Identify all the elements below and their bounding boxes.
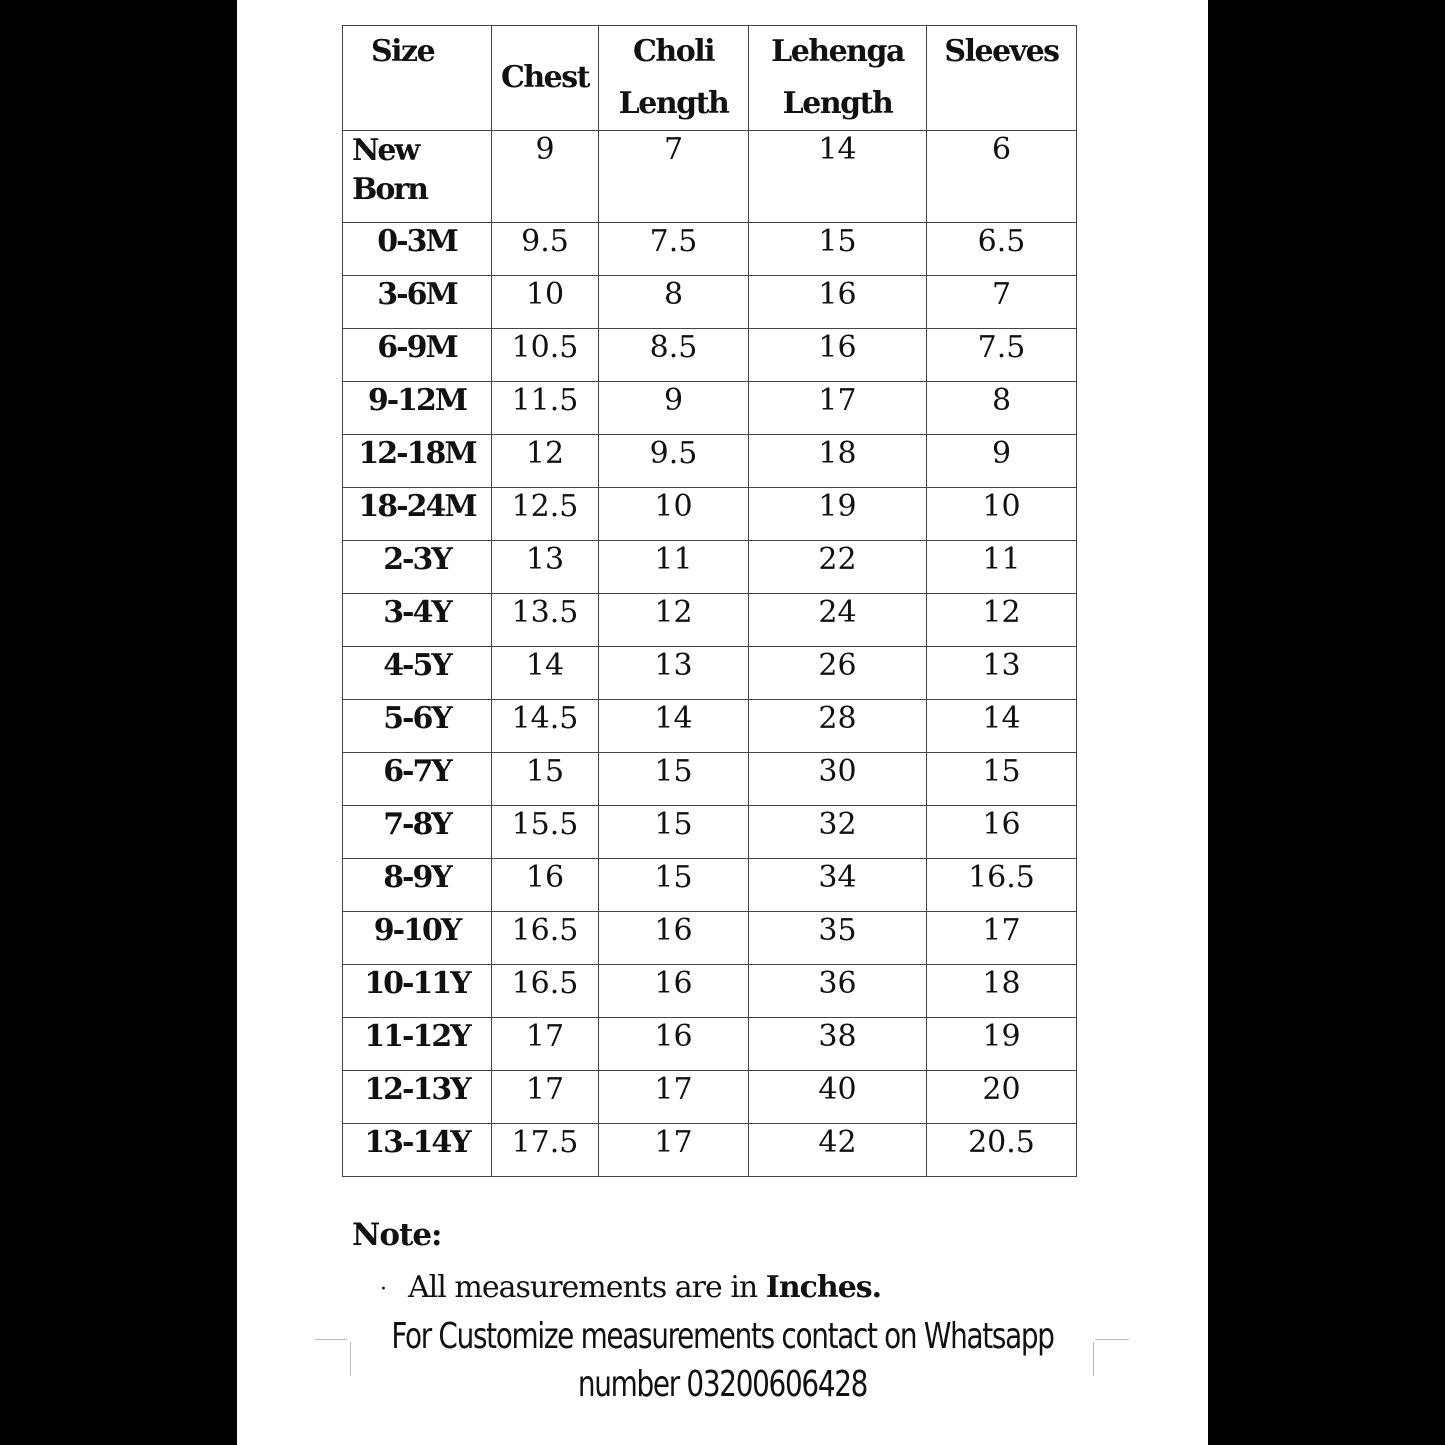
- sleeves-cell: 7: [927, 276, 1077, 329]
- choli-cell: 15: [599, 806, 749, 859]
- choli-cell: 14: [599, 700, 749, 753]
- lehenga-cell: 36: [749, 965, 927, 1018]
- lehenga-cell: 22: [749, 541, 927, 594]
- note-bullet-text: All measurements are in: [408, 1270, 766, 1305]
- size-cell: 3-4Y: [343, 594, 492, 647]
- lehenga-cell: 28: [749, 700, 927, 753]
- table-row: [343, 435, 1077, 488]
- lehenga-cell: 16: [749, 276, 927, 329]
- sleeves-cell: 8: [927, 382, 1077, 435]
- chest-cell: 16: [492, 859, 599, 912]
- table-row: [343, 382, 1077, 435]
- chest-cell: 10.5: [492, 329, 599, 382]
- size-cell: 12-18M: [343, 435, 492, 488]
- chest-cell: 17: [492, 1018, 599, 1071]
- chest-cell: 12.5: [492, 488, 599, 541]
- bullet-dot-icon: ·: [380, 1276, 386, 1302]
- size-cell: 10-11Y: [343, 965, 492, 1018]
- sleeves-cell: 20: [927, 1071, 1077, 1124]
- sleeves-cell: 9: [927, 435, 1077, 488]
- chest-cell: 13: [492, 541, 599, 594]
- chest-cell: 14.5: [492, 700, 599, 753]
- table-row: [343, 1071, 1077, 1124]
- lehenga-cell: 19: [749, 488, 927, 541]
- chest-cell: 14: [492, 647, 599, 700]
- choli-cell: 9: [599, 382, 749, 435]
- lehenga-cell: 40: [749, 1071, 927, 1124]
- table-row: [343, 859, 1077, 912]
- size-newborn-line1: New: [352, 133, 419, 168]
- table-row: [343, 1124, 1077, 1177]
- choli-cell: 15: [599, 753, 749, 806]
- choli-cell: 11: [599, 541, 749, 594]
- chest-cell: 16.5: [492, 912, 599, 965]
- lehenga-cell: 18: [749, 435, 927, 488]
- sleeves-cell: 12: [927, 594, 1077, 647]
- chest-cell: 15: [492, 753, 599, 806]
- header-size: Size: [343, 26, 492, 131]
- header-chest: Chest: [492, 26, 599, 131]
- choli-cell: 12: [599, 594, 749, 647]
- sleeves-cell: 18: [927, 965, 1077, 1018]
- choli-cell: 7.5: [599, 223, 749, 276]
- chest-cell: 10: [492, 276, 599, 329]
- lehenga-cell: 35: [749, 912, 927, 965]
- size-cell: 9-12M: [343, 382, 492, 435]
- sleeves-cell: 20.5: [927, 1124, 1077, 1177]
- size-cell: 7-8Y: [343, 806, 492, 859]
- chest-cell: 13.5: [492, 594, 599, 647]
- header-lehenga-line2: Length: [782, 86, 893, 121]
- table-row: [343, 131, 1077, 223]
- choli-cell: 17: [599, 1124, 749, 1177]
- table-body: [343, 131, 1077, 1177]
- sleeves-cell: 10: [927, 488, 1077, 541]
- table-row: [343, 329, 1077, 382]
- choli-cell: 13: [599, 647, 749, 700]
- chest-cell: 16.5: [492, 965, 599, 1018]
- header-lehenga-length: [749, 26, 927, 131]
- size-cell: 6-9M: [343, 329, 492, 382]
- table-row: [343, 965, 1077, 1018]
- table-row: [343, 753, 1077, 806]
- sleeves-cell: 16.5: [927, 859, 1077, 912]
- choli-cell: 16: [599, 965, 749, 1018]
- table-row: [343, 488, 1077, 541]
- chest-cell: 12: [492, 435, 599, 488]
- lehenga-cell: 26: [749, 647, 927, 700]
- lehenga-cell: 34: [749, 859, 927, 912]
- choli-cell: 15: [599, 859, 749, 912]
- sleeves-cell: 14: [927, 700, 1077, 753]
- table-row: [343, 700, 1077, 753]
- note-title: Note:: [352, 1217, 442, 1253]
- lehenga-cell: 16: [749, 329, 927, 382]
- sleeves-cell: 13: [927, 647, 1077, 700]
- size-cell: 3-6M: [343, 276, 492, 329]
- lehenga-cell: 14: [749, 131, 927, 223]
- chest-cell: 15.5: [492, 806, 599, 859]
- contact-info: [305, 1313, 1140, 1409]
- lehenga-cell: 15: [749, 223, 927, 276]
- table-row: [343, 541, 1077, 594]
- lehenga-cell: 30: [749, 753, 927, 806]
- choli-cell: 10: [599, 488, 749, 541]
- sleeves-cell: 7.5: [927, 329, 1077, 382]
- choli-cell: 16: [599, 912, 749, 965]
- size-cell: 9-10Y: [343, 912, 492, 965]
- sleeves-cell: 6.5: [927, 223, 1077, 276]
- sleeves-cell: 17: [927, 912, 1077, 965]
- size-cell: 18-24M: [343, 488, 492, 541]
- lehenga-cell: 24: [749, 594, 927, 647]
- choli-cell: 8: [599, 276, 749, 329]
- size-cell: 12-13Y: [343, 1071, 492, 1124]
- table-row: [343, 806, 1077, 859]
- sleeves-cell: 19: [927, 1018, 1077, 1071]
- choli-cell: 16: [599, 1018, 749, 1071]
- header-lehenga-line1: Lehenga: [771, 34, 904, 69]
- chest-cell: 11.5: [492, 382, 599, 435]
- size-cell: 2-3Y: [343, 541, 492, 594]
- size-chart-table: [342, 25, 1077, 1177]
- lehenga-cell: 17: [749, 382, 927, 435]
- lehenga-cell: 42: [749, 1124, 927, 1177]
- size-cell: 0-3M: [343, 223, 492, 276]
- sleeves-cell: 11: [927, 541, 1077, 594]
- header-choli-length: [599, 26, 749, 131]
- chest-cell: 17: [492, 1071, 599, 1124]
- header-row: [343, 26, 1077, 131]
- lehenga-cell: 32: [749, 806, 927, 859]
- size-cell: [343, 131, 492, 223]
- choli-cell: 8.5: [599, 329, 749, 382]
- lehenga-cell: 38: [749, 1018, 927, 1071]
- note-bullet: [380, 1270, 881, 1305]
- size-cell: 5-6Y: [343, 700, 492, 753]
- contact-line2: number 03200606428: [577, 1364, 868, 1405]
- table-row: [343, 912, 1077, 965]
- sleeves-cell: 15: [927, 753, 1077, 806]
- table-row: [343, 594, 1077, 647]
- table-row: [343, 223, 1077, 276]
- chest-cell: 9.5: [492, 223, 599, 276]
- size-newborn-line2: Born: [352, 172, 427, 207]
- size-cell: 4-5Y: [343, 647, 492, 700]
- table-row: [343, 276, 1077, 329]
- note-bullet-bold: Inches.: [765, 1270, 882, 1305]
- table-row: [343, 1018, 1077, 1071]
- chest-cell: 9: [492, 131, 599, 223]
- sleeves-cell: 16: [927, 806, 1077, 859]
- size-cell: 13-14Y: [343, 1124, 492, 1177]
- size-cell: 8-9Y: [343, 859, 492, 912]
- size-cell: 6-7Y: [343, 753, 492, 806]
- chest-cell: 17.5: [492, 1124, 599, 1177]
- contact-line1: For Customize measurements contact on Whatsapp: [391, 1316, 1054, 1357]
- size-chart-page: [237, 0, 1208, 1445]
- choli-cell: 9.5: [599, 435, 749, 488]
- header-sleeves: Sleeves: [927, 26, 1077, 131]
- header-choli-line2: Length: [618, 86, 729, 121]
- size-cell: 11-12Y: [343, 1018, 492, 1071]
- header-choli-line1: Choli: [633, 34, 714, 69]
- sleeves-cell: 6: [927, 131, 1077, 223]
- choli-cell: 17: [599, 1071, 749, 1124]
- choli-cell: 7: [599, 131, 749, 223]
- table-row: [343, 647, 1077, 700]
